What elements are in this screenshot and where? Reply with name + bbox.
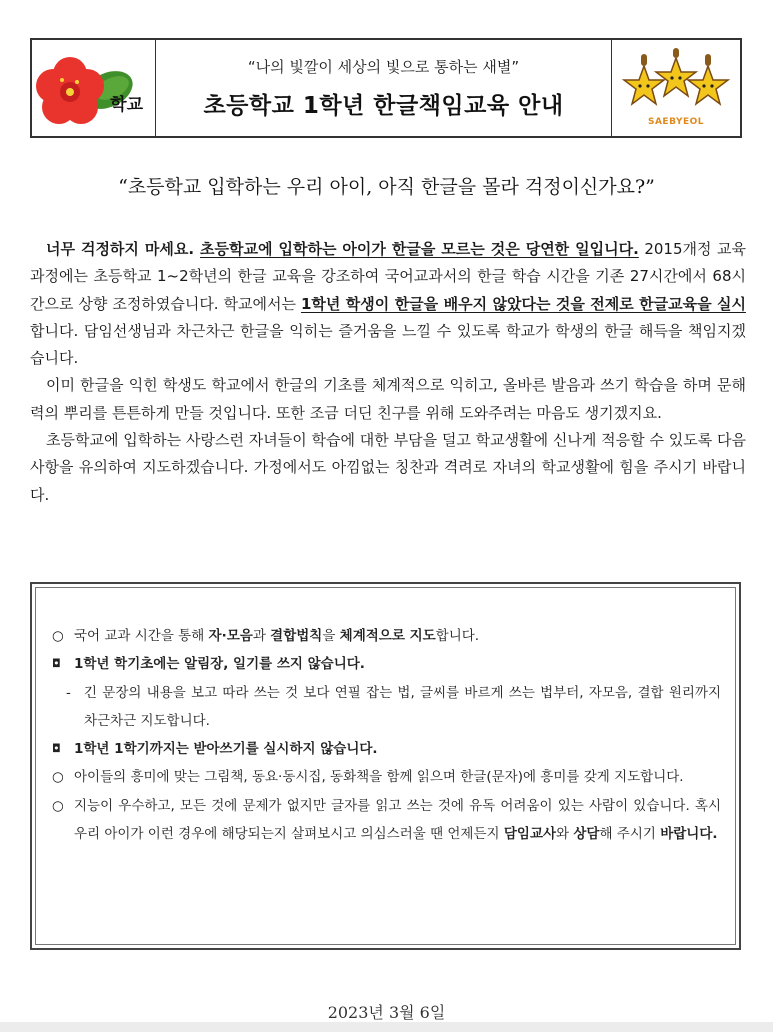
notice-item-3 — [52, 735, 721, 763]
p1-part-a: 너무 걱정하지 마세요. — [46, 240, 201, 258]
school-logo — [32, 40, 156, 136]
item-1-bold-a: 자·모음 — [208, 628, 253, 644]
item-5-bold-c: 바랍니다. — [660, 826, 718, 843]
item-1-bold-b: 결합법칙 — [270, 628, 323, 644]
circle-bullet-icon: ○ — [52, 797, 64, 814]
school-name-fragment: 학교 — [110, 95, 143, 115]
item-1-text-b: 과 — [252, 628, 271, 644]
school-motto: “나의 빛깔이 세상의 빛으로 통하는 새별” — [247, 58, 520, 76]
item-3-text: 1학년 1학기까지는 받아쓰기를 실시하지 않습니다. — [74, 741, 378, 758]
saebyeol-logo — [611, 40, 740, 136]
header-center — [156, 40, 611, 136]
intro-text — [30, 236, 746, 509]
item-5-text-b: 와 — [556, 826, 574, 843]
notice-item-5 — [52, 792, 721, 849]
item-5-text-c: 해 주시기 — [599, 826, 661, 843]
p1-emphasis-1: 초등학교에 입학하는 아이가 한글을 모르는 것은 당연한 일입니다. — [200, 240, 639, 258]
document-date: 2023년 3월 6일 — [327, 1003, 446, 1022]
notice-item-2 — [52, 650, 721, 678]
p1-emphasis-2: 1학년 학생이 한글을 배우지 않았다는 것을 전제로 한글교육을 실시 — [300, 294, 746, 313]
item-5-text-a: 지능이 우수하고, 모든 것에 문제가 없지만 글자를 읽고 쓰는 것에 유독 어려움이 있는 사람이 있습니다. 혹시 우리 아이가 이런 경우에 해당되는지 살펴보시고 의심스러울 땐 언제든지 — [74, 797, 721, 843]
notice-item-2-detail — [52, 679, 721, 736]
lead-question: “초등학교 입학하는 우리 아이, 아직 한글을 몰라 걱정이신가요?” — [118, 176, 655, 198]
paragraph-3: 초등학교에 입학하는 사랑스런 자녀들이 학습에 대한 부담을 덜고 학교생활에 신나게 적응할 수 있도록 다음 사항을 유의하여 지도하겠습니다. 가정에서도 아낌없는 칭찬과 격려로 자녀의 학교생활에 힘을 주시기 바랍니다. — [30, 431, 746, 504]
item-5-bold-b: 상담 — [573, 826, 600, 843]
paragraph-1 — [30, 236, 746, 372]
item-1-text-d: 합니다. — [435, 628, 480, 644]
p1-part-c: 2015개정 교육과정에는 초등학교 1~2학년의 한글 교육을 강조하여 국어교과서의 한글 학습 시간을 기존 27시간에서 68시간으로 상향 조정하였습니다. 학교에서는 — [30, 240, 746, 313]
header-box — [30, 38, 742, 138]
three-stars-mascot-icon — [620, 48, 732, 118]
notice-item-1 — [52, 622, 721, 650]
circle-bullet-icon: ○ — [52, 769, 64, 786]
footer-strip — [0, 1022, 773, 1032]
square-bullet-icon: ◘ — [52, 742, 61, 756]
dash-bullet-icon: - — [66, 684, 71, 701]
square-bullet-icon: ◘ — [52, 657, 61, 671]
paragraph-2: 이미 한글을 익힌 학생도 학교에서 한글의 기초를 체계적으로 익히고, 올바른 발음과 쓰기 학습을 하며 문해력의 뿌리를 튼튼하게 만들 것입니다. 또한 조금 더딘 친구를 위해 도와주려는 마음도 생기겠지요. — [30, 376, 746, 422]
circle-bullet-icon: ○ — [52, 628, 64, 644]
item-2-detail-text: 긴 문장의 내용을 보고 따라 쓰는 것 보다 연필 잡는 법, 글씨를 바르게 쓰는 법부터, 자모음, 결합 원리까지 차근차근 지도합니다. — [84, 684, 721, 729]
notice-box-inner — [35, 587, 736, 945]
brand-label: SAEBYEOL — [647, 117, 704, 127]
item-1-text-a: 국어 교과 시간을 통해 — [74, 628, 209, 644]
notice-box — [30, 582, 741, 950]
item-1-text-c: 을 — [322, 628, 340, 644]
p1-part-e: 합니다. 담임선생님과 차근차근 한글을 익히는 즐거움을 느낄 수 있도록 학교가 학생의 한글 해득을 책임지겠습니다. — [30, 321, 746, 368]
item-2-text: 1학년 학기초에는 알림장, 일기를 쓰지 않습니다. — [74, 656, 365, 673]
item-1-bold-c: 체계적으로 지도 — [339, 628, 436, 644]
item-4-text: 아이들의 흥미에 맞는 그림책, 동요·동시집, 동화책을 함께 읽으며 한글(문자)에 흥미를 갖게 지도합니다. — [74, 769, 684, 786]
notice-item-4 — [52, 763, 721, 791]
item-5-bold-a: 담임교사 — [503, 826, 557, 843]
page-title: 초등학교 1학년 한글책임교육 안내 — [203, 93, 564, 119]
